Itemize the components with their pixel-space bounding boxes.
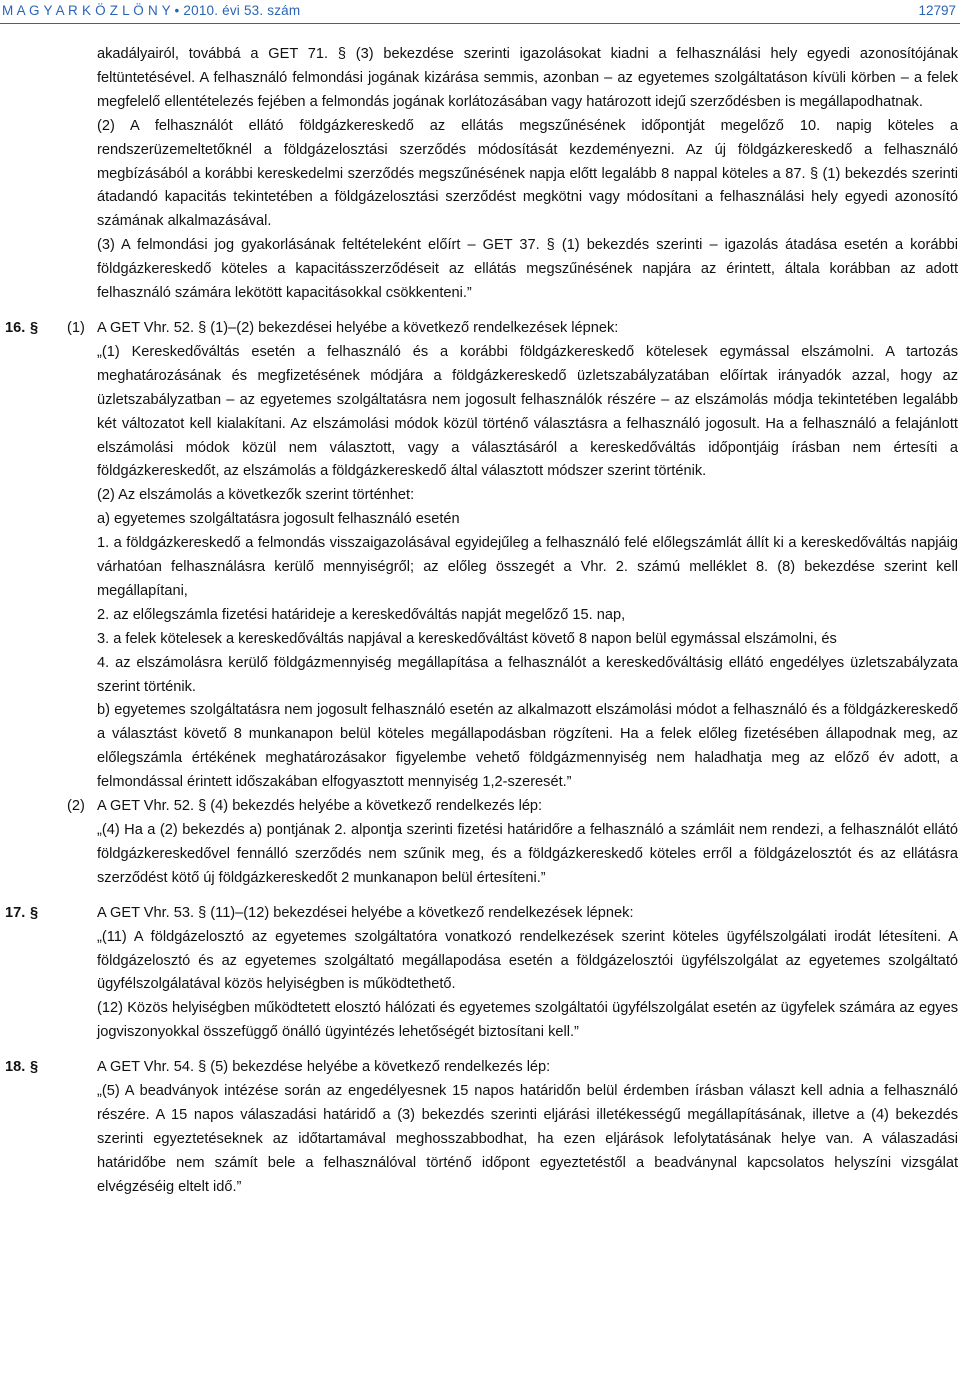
spacer: [0, 1045, 960, 1056]
section-number: 16.: [5, 319, 26, 336]
section-17-heading: [0, 902, 960, 926]
subsection-number: (2): [67, 798, 85, 815]
paragraph: b) egyetemes szolgáltatásra nem jogosult felhasználó esetén az alkalmazott elszámolási módot a felhasználó és a földgázkereskedő a választást követő 8 munkanapon belül köteles megállapodásban rögzíteni. Ha a felek előleg fizetésében állapodnak meg, az előlegszámla értékének meghatározásakor figyelembe vehető földgázmennyiség nem haladhatja meg az előző év adott, a felmondással érintett időszakában elfogyasztott mennyiség 1,2-szeresét.”: [97, 702, 958, 791]
paragraph: „(11) A földgázelosztó az egyetemes szolgáltatóra vonatkozó rendelkezések szerint köteles ügyfélszolgálati irodát létesíteni. A földgázelosztó és az egyetemes szolgáltató megállapodása esetén a földgázelosztói ügyfélszolgálat az egyetemes szolgáltató ügyfélszolgálatával közös helyiségben is működtethető.: [97, 928, 958, 993]
paragraph: „(5) A beadványok intézése során az engedélyesnek 15 napos határidőn belül érdemben írásban választ kell adnia a felhasználó részére. A 15 napos válaszadási határidő a (3) bekezdés szerinti eljárási illetékességű megállapításának, illetve a (4) bekezdés szerinti egyeztetéseknek az időtartamával meghosszabbodhat, ha ezen eljárások lefolytatásának helye van. A válaszadási határidőbe nem számít bele a felhasználóval történő időpont egyeztetéstől a beadványnal kapcsolatos helyszíni vizsgálat elvégzéséig eltelt idő.”: [97, 1083, 958, 1195]
section-16-heading: [0, 317, 960, 341]
paragraph: (2) A felhasználót ellátó földgázkereskedő az ellátás megszűnésének időpontját megelőző 10. napig köteles a rendszerüzemeltetőknél a földgázelosztási szerződés módosítását kezdeményezni. Az új földgázkereskedő a felhasználó megbízásából a korábbi kereskedelmi szerződés megszűnésének napja előtt legalább 8 nappal köteles a 87. § (1) bekezdés szerinti átadandó kapacitás tekintetében a földgázelosztási szerződést megkötni vagy módosítani a felhasználási hely egyedi azonosító számának alkalmazásával.: [97, 117, 958, 230]
paragraph: a) egyetemes szolgáltatásra jogosult felhasználó esetén: [97, 511, 460, 528]
paragraph: „(4) Ha a (2) bekezdés a) pontjának 2. alpontja szerinti fizetési határidőre a felhasználó a számláit nem rendezi, a felhasználót ellátó földgázkereskedővel fennálló szerződés nem szűnik meg, és a földgázkereskedő köteles erről a földgázelosztót és az ellátásra szerződést kötő új földgázkereskedőt 2 munkanapon belül értesíteni.”: [97, 822, 958, 886]
section-sign: §: [30, 1059, 39, 1076]
paragraph: „(1) Kereskedőváltás esetén a felhasználó és a korábbi földgázkereskedő kötelesek egymással elszámolni. A tartozás meghatározásának és megfizetésének módjára a földgázkereskedő üzletszabályzatában előírtak irányadók azzal, hogy az üzletszabályzatban – az egyetemes szolgáltatásra nem jogosult felhasználók részére – az elszámolás módja tekintetében legalább két változatot kell kialakítani. Az elszámolási módok közül történő választásra a felhasználó jogosult. Ha a felhasználó a felajánlott elszámolási módok közül nem választott, vagy a választásáról a kereskedőváltás időpontjáig írásban nem értesíti a földgázkereskedőt, az elszámolás a földgázkereskedő által választott módszer szerint történik.: [97, 343, 958, 480]
paragraph: 4. az elszámolásra kerülő földgázmennyiség megállapítása a felhasználót a kereskedőváltásig ellátó engedélyes üzletszabályzata szerint történik.: [97, 654, 958, 695]
spacer: [0, 891, 960, 902]
paragraph: (12) Közös helyiségben működtetett elosztó hálózati és egyetemes szolgáltatói ügyfélszolgálat esetén az ügyfelek számára az egyes jogviszonyokkal összefüggő önálló ügyintézés lehetőségét biztosítani kell.”: [97, 1000, 958, 1041]
section-sign: §: [30, 319, 39, 336]
page-header: [0, 0, 960, 28]
section-lead: A GET Vhr. 53. § (11)–(12) bekezdései helyébe a következő rendelkezések lépnek:: [97, 904, 634, 921]
section-lead: A GET Vhr. 52. § (1)–(2) bekezdései helyébe a következő rendelkezések lépnek:: [97, 319, 619, 336]
spacer: [0, 306, 960, 317]
paragraph: 3. a felek kötelesek a kereskedőváltás napjával a kereskedőváltást követő 8 napon belül egymással elszámolni, és: [97, 630, 837, 647]
section-number: 17.: [5, 904, 26, 921]
paragraph: (2) Az elszámolás a következők szerint történhet:: [97, 487, 415, 504]
document-body: [0, 43, 960, 1200]
paragraph: akadályairól, továbbá a GET 71. § (3) bekezdése szerinti igazolásokat kiadni a felhasználási hely egyedi azonosítójának feltüntetésével. A felhasználó felmondási jogának kizárása semmis, azonban – az egyetemes szolgáltatáson kívüli körben – a felek megfelelő ellentételezés fejében a felmondás jogának korlátozásában vagy határozott idejű szerződésben is megállapodhatnak.: [97, 46, 958, 110]
paragraph: 1. a földgázkereskedő a felmondás visszaigazolásával egyidejűleg a felhasználó felé előlegszámlát állít ki a kereskedőváltás napjáig várhatóan felhasználásra kerülő mennyiségről; az előleg összegét a Vhr. 2. számú melléklet 8. (8) bekezdése szerint kell megállapítani,: [97, 535, 958, 599]
section-18-heading: [0, 1056, 960, 1080]
subsection-heading: [0, 795, 960, 819]
header-divider: [0, 23, 960, 24]
page-number: 12797: [918, 3, 956, 18]
paragraph: 2. az előlegszámla fizetési határideje a kereskedőváltás napját megelőző 15. nap,: [97, 606, 626, 623]
section-lead: A GET Vhr. 54. § (5) bekezdése helyébe a következő rendelkezés lép:: [97, 1059, 551, 1076]
section-sign: §: [30, 904, 39, 921]
subsection-lead: A GET Vhr. 52. § (4) bekezdés helyébe a következő rendelkezés lép:: [97, 798, 543, 815]
journal-title: M A G Y A R K Ö Z L Ö N Y • 2010. évi 53. szám: [2, 3, 301, 18]
subsection-number: (1): [67, 319, 85, 336]
paragraph: (3) A felmondási jog gyakorlásának feltételeként előírt – GET 37. § (1) bekezdés szerinti – igazolás átadása esetén a korábbi földgázkereskedő köteles a kapacitásszerződéseit az ellátás megszűnésének napjára az érintett, általa korábban az adott felhasználó számára lekötött kapacitásokkal csökkenteni.”: [97, 237, 958, 302]
section-number: 18.: [5, 1059, 26, 1076]
